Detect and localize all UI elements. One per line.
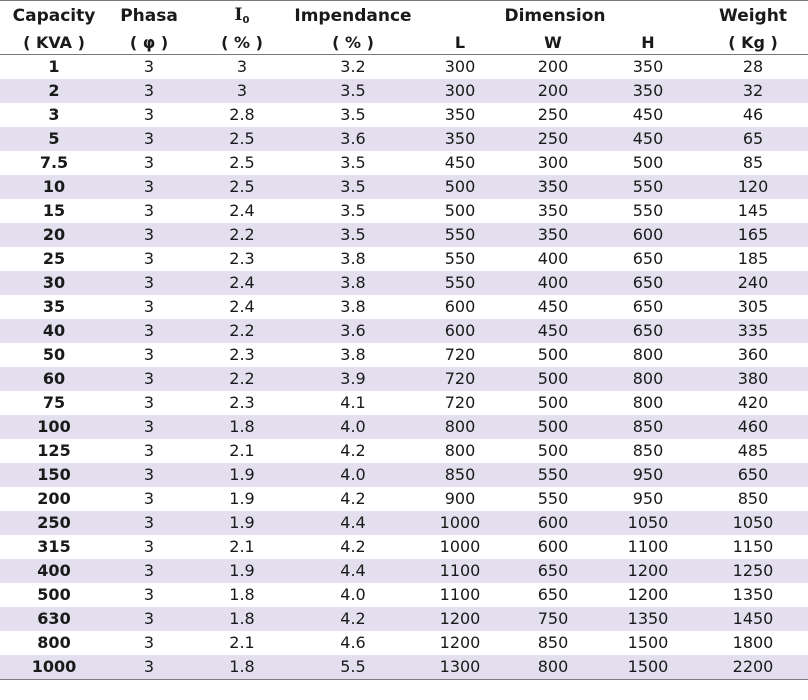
cell-phasa: 3 <box>108 463 190 487</box>
cell-height: 950 <box>598 463 698 487</box>
cell-weight: 1350 <box>732 585 774 604</box>
cell-i0: 1.8 <box>190 415 294 439</box>
cell-height: 650 <box>598 271 698 295</box>
cell-i0: 1.9 <box>229 489 255 508</box>
cell-impendance: 4.0 <box>340 585 366 604</box>
unit-dimension-l: L <box>412 30 508 55</box>
cell-width: 550 <box>508 463 598 487</box>
table-row <box>0 535 808 559</box>
cell-length: 1100 <box>439 585 481 604</box>
cell-height: 600 <box>598 223 698 247</box>
cell-i0: 2.3 <box>229 249 255 268</box>
table-row <box>0 487 808 511</box>
cell-height: 1500 <box>598 655 698 680</box>
cell-impendance: 4.6 <box>340 633 366 652</box>
cell-phasa: 3 <box>108 175 190 199</box>
cell-weight: 460 <box>698 415 808 439</box>
cell-width: 600 <box>508 511 598 535</box>
cell-capacity: 3 <box>48 105 60 124</box>
cell-width: 600 <box>537 537 569 556</box>
cell-capacity: 315 <box>37 537 71 556</box>
cell-length: 600 <box>412 319 508 343</box>
cell-phasa: 3 <box>108 223 190 247</box>
cell-width: 500 <box>537 393 569 412</box>
cell-capacity: 40 <box>0 319 108 343</box>
table-row <box>0 295 808 319</box>
cell-height: 1200 <box>598 559 698 583</box>
cell-width: 500 <box>537 345 569 364</box>
table-row <box>0 511 808 535</box>
cell-length: 550 <box>412 271 508 295</box>
cell-capacity: 30 <box>0 271 108 295</box>
table-row <box>0 175 808 199</box>
table-row <box>0 559 808 583</box>
cell-width: 550 <box>537 489 569 508</box>
cell-height: 350 <box>598 79 698 103</box>
cell-i0: 1.9 <box>190 511 294 535</box>
cell-width: 350 <box>508 175 598 199</box>
cell-width: 400 <box>537 249 569 268</box>
cell-i0: 2.2 <box>190 223 294 247</box>
cell-phasa: 3 <box>143 537 155 556</box>
cell-height: 1050 <box>598 511 698 535</box>
cell-capacity: 25 <box>42 249 66 268</box>
cell-height: 850 <box>632 441 664 460</box>
table-row <box>0 655 808 680</box>
table-row <box>0 151 808 175</box>
cell-width: 750 <box>508 607 598 631</box>
cell-length: 450 <box>444 153 476 172</box>
cell-width: 650 <box>537 585 569 604</box>
cell-capacity: 20 <box>0 223 108 247</box>
table-row <box>0 271 808 295</box>
cell-impendance: 4.2 <box>294 607 412 631</box>
cell-phasa: 3 <box>108 127 190 151</box>
table-row <box>0 583 808 607</box>
cell-length: 500 <box>444 201 476 220</box>
cell-impendance: 3.2 <box>340 57 366 76</box>
cell-length: 1300 <box>412 655 508 680</box>
cell-length: 900 <box>444 489 476 508</box>
header-i0-subscript: 0 <box>242 15 250 26</box>
cell-impendance: 3.6 <box>294 127 412 151</box>
cell-capacity: 35 <box>42 297 66 316</box>
cell-capacity: 75 <box>42 393 66 412</box>
cell-height: 550 <box>598 175 698 199</box>
cell-phasa: 3 <box>108 607 190 631</box>
cell-phasa: 3 <box>143 585 155 604</box>
cell-phasa: 3 <box>108 511 190 535</box>
cell-weight: 165 <box>698 223 808 247</box>
cell-height: 950 <box>632 489 664 508</box>
cell-weight: 420 <box>737 393 769 412</box>
header-weight: Weight <box>698 1 808 31</box>
cell-phasa: 3 <box>108 559 190 583</box>
cell-impendance: 3.8 <box>340 249 366 268</box>
cell-capacity: 150 <box>0 463 108 487</box>
cell-impendance: 5.5 <box>294 655 412 680</box>
cell-height: 850 <box>598 415 698 439</box>
cell-i0: 3 <box>236 57 248 76</box>
cell-phasa: 3 <box>108 79 190 103</box>
table-row <box>0 343 808 367</box>
cell-length: 350 <box>444 105 476 124</box>
cell-weight: 1150 <box>732 537 774 556</box>
table-row <box>0 607 808 631</box>
cell-i0: 1.8 <box>190 655 294 680</box>
cell-capacity: 50 <box>42 345 66 364</box>
cell-i0: 1.8 <box>190 607 294 631</box>
cell-impendance: 4.0 <box>294 415 412 439</box>
cell-phasa: 3 <box>108 319 190 343</box>
table-row <box>0 631 808 655</box>
table-row <box>0 439 808 463</box>
header-i0-letter: I <box>234 5 243 25</box>
table-row <box>0 367 808 391</box>
cell-capacity: 100 <box>0 415 108 439</box>
cell-height: 1200 <box>627 585 669 604</box>
cell-height: 1100 <box>627 537 669 556</box>
table-row <box>0 55 808 80</box>
cell-length: 300 <box>444 57 476 76</box>
cell-phasa: 3 <box>108 271 190 295</box>
cell-height: 650 <box>632 297 664 316</box>
header-row-units <box>0 30 808 55</box>
cell-phasa: 3 <box>143 57 155 76</box>
cell-phasa: 3 <box>143 633 155 652</box>
table-row <box>0 127 808 151</box>
unit-dimension-h: H <box>598 30 698 55</box>
cell-length: 550 <box>412 223 508 247</box>
cell-capacity: 200 <box>37 489 71 508</box>
cell-length: 850 <box>412 463 508 487</box>
cell-height: 450 <box>598 127 698 151</box>
cell-capacity: 2 <box>0 79 108 103</box>
cell-impendance: 3.5 <box>340 105 366 124</box>
table-row <box>0 79 808 103</box>
cell-i0: 2.2 <box>190 367 294 391</box>
cell-impendance: 3.8 <box>340 345 366 364</box>
cell-height: 1350 <box>598 607 698 631</box>
cell-i0: 2.1 <box>229 537 255 556</box>
cell-phasa: 3 <box>108 655 190 680</box>
cell-i0: 3 <box>190 79 294 103</box>
cell-height: 800 <box>632 345 664 364</box>
cell-capacity: 400 <box>0 559 108 583</box>
cell-impendance: 3.5 <box>294 223 412 247</box>
cell-i0: 2.2 <box>190 319 294 343</box>
cell-width: 200 <box>537 57 569 76</box>
cell-length: 350 <box>412 127 508 151</box>
cell-impendance: 4.1 <box>340 393 366 412</box>
cell-weight: 2200 <box>698 655 808 680</box>
table-row <box>0 223 808 247</box>
cell-phasa: 3 <box>108 415 190 439</box>
cell-weight: 485 <box>737 441 769 460</box>
cell-height: 350 <box>632 57 664 76</box>
cell-weight: 32 <box>698 79 808 103</box>
table-row <box>0 319 808 343</box>
cell-impendance: 4.0 <box>294 463 412 487</box>
table-row <box>0 247 808 271</box>
cell-height: 1500 <box>627 633 669 652</box>
cell-width: 400 <box>508 271 598 295</box>
table-row <box>0 463 808 487</box>
cell-capacity: 5 <box>0 127 108 151</box>
cell-capacity: 10 <box>0 175 108 199</box>
cell-length: 1200 <box>439 633 481 652</box>
cell-phasa: 3 <box>143 441 155 460</box>
cell-impendance: 3.6 <box>294 319 412 343</box>
cell-length: 720 <box>444 345 476 364</box>
cell-capacity: 15 <box>42 201 66 220</box>
cell-length: 800 <box>412 415 508 439</box>
cell-i0: 2.4 <box>229 201 255 220</box>
cell-height: 800 <box>632 393 664 412</box>
cell-phasa: 3 <box>143 249 155 268</box>
cell-weight: 28 <box>742 57 764 76</box>
cell-weight: 850 <box>737 489 769 508</box>
cell-capacity: 800 <box>37 633 71 652</box>
cell-width: 800 <box>508 655 598 680</box>
header-capacity: Capacity <box>0 1 108 31</box>
cell-i0: 2.5 <box>190 127 294 151</box>
cell-capacity: 500 <box>37 585 71 604</box>
cell-length: 550 <box>444 249 476 268</box>
cell-phasa: 3 <box>143 297 155 316</box>
cell-i0: 2.1 <box>229 441 255 460</box>
cell-length: 600 <box>444 297 476 316</box>
cell-width: 500 <box>508 415 598 439</box>
cell-i0: 1.8 <box>229 585 255 604</box>
cell-height: 550 <box>632 201 664 220</box>
cell-weight: 185 <box>737 249 769 268</box>
cell-weight: 46 <box>742 105 764 124</box>
cell-weight: 380 <box>698 367 808 391</box>
cell-weight: 145 <box>737 201 769 220</box>
cell-phasa: 3 <box>143 393 155 412</box>
unit-i0: ( % ) <box>190 30 294 55</box>
cell-width: 450 <box>537 297 569 316</box>
cell-height: 650 <box>598 319 698 343</box>
cell-width: 850 <box>537 633 569 652</box>
cell-capacity: 7.5 <box>39 153 69 172</box>
cell-width: 250 <box>537 105 569 124</box>
cell-length: 720 <box>444 393 476 412</box>
cell-length: 1000 <box>412 511 508 535</box>
cell-capacity: 250 <box>0 511 108 535</box>
header-phasa: Phasa <box>108 1 190 31</box>
cell-weight: 1450 <box>698 607 808 631</box>
cell-weight: 1800 <box>732 633 774 652</box>
header-dimension: Dimension <box>412 1 698 31</box>
cell-weight: 65 <box>698 127 808 151</box>
cell-weight: 240 <box>698 271 808 295</box>
cell-weight: 360 <box>737 345 769 364</box>
cell-width: 650 <box>508 559 598 583</box>
cell-phasa: 3 <box>143 345 155 364</box>
cell-height: 450 <box>632 105 664 124</box>
cell-width: 450 <box>508 319 598 343</box>
cell-capacity: 60 <box>0 367 108 391</box>
unit-capacity: ( KVA ) <box>0 30 108 55</box>
cell-i0: 2.5 <box>190 175 294 199</box>
cell-length: 1100 <box>412 559 508 583</box>
cell-phasa: 3 <box>143 105 155 124</box>
cell-weight: 1050 <box>698 511 808 535</box>
cell-weight: 335 <box>698 319 808 343</box>
cell-width: 350 <box>508 223 598 247</box>
cell-capacity: 125 <box>37 441 71 460</box>
cell-length: 300 <box>412 79 508 103</box>
cell-impendance: 3.8 <box>340 297 366 316</box>
cell-impendance: 3.9 <box>294 367 412 391</box>
cell-phasa: 3 <box>143 153 155 172</box>
cell-weight: 85 <box>742 153 764 172</box>
cell-width: 250 <box>508 127 598 151</box>
table-body <box>0 55 808 680</box>
table-row <box>0 415 808 439</box>
cell-height: 500 <box>632 153 664 172</box>
cell-weight: 305 <box>737 297 769 316</box>
cell-i0: 2.5 <box>229 153 255 172</box>
cell-impendance: 4.4 <box>294 511 412 535</box>
cell-impendance: 3.8 <box>294 271 412 295</box>
cell-impendance: 3.5 <box>294 79 412 103</box>
cell-weight: 1250 <box>698 559 808 583</box>
cell-length: 500 <box>412 175 508 199</box>
cell-i0: 1.9 <box>190 463 294 487</box>
cell-impendance: 4.2 <box>340 489 366 508</box>
header-impendance: Impendance <box>294 1 412 31</box>
cell-i0: 2.4 <box>190 271 294 295</box>
cell-width: 300 <box>537 153 569 172</box>
unit-weight: ( Kg ) <box>698 30 808 55</box>
cell-length: 1000 <box>439 537 481 556</box>
cell-width: 200 <box>508 79 598 103</box>
cell-weight: 120 <box>698 175 808 199</box>
cell-length: 720 <box>412 367 508 391</box>
cell-length: 1200 <box>412 607 508 631</box>
cell-i0: 2.8 <box>229 105 255 124</box>
cell-height: 800 <box>598 367 698 391</box>
cell-impendance: 4.2 <box>340 537 366 556</box>
table-row <box>0 199 808 223</box>
cell-i0: 2.3 <box>229 345 255 364</box>
cell-height: 650 <box>632 249 664 268</box>
header-row-titles <box>0 1 808 31</box>
cell-impendance: 3.5 <box>340 201 366 220</box>
cell-capacity: 1 <box>48 57 60 76</box>
cell-phasa: 3 <box>143 201 155 220</box>
header-i0 <box>190 1 294 31</box>
cell-impendance: 3.5 <box>340 153 366 172</box>
unit-dimension-w: W <box>508 30 598 55</box>
cell-weight: 650 <box>698 463 808 487</box>
cell-i0: 2.4 <box>229 297 255 316</box>
cell-impendance: 4.4 <box>294 559 412 583</box>
table-row <box>0 391 808 415</box>
cell-capacity: 630 <box>0 607 108 631</box>
cell-impendance: 3.5 <box>294 175 412 199</box>
cell-width: 350 <box>537 201 569 220</box>
table-header <box>0 1 808 55</box>
cell-i0: 2.3 <box>229 393 255 412</box>
cell-width: 500 <box>537 441 569 460</box>
unit-impendance: ( % ) <box>294 30 412 55</box>
unit-phasa: ( φ ) <box>108 30 190 55</box>
cell-width: 500 <box>508 367 598 391</box>
cell-phasa: 3 <box>143 489 155 508</box>
cell-length: 800 <box>444 441 476 460</box>
cell-phasa: 3 <box>108 367 190 391</box>
cell-i0: 1.9 <box>190 559 294 583</box>
cell-impendance: 4.2 <box>340 441 366 460</box>
cell-capacity: 1000 <box>0 655 108 680</box>
table-row <box>0 103 808 127</box>
cell-i0: 2.1 <box>229 633 255 652</box>
